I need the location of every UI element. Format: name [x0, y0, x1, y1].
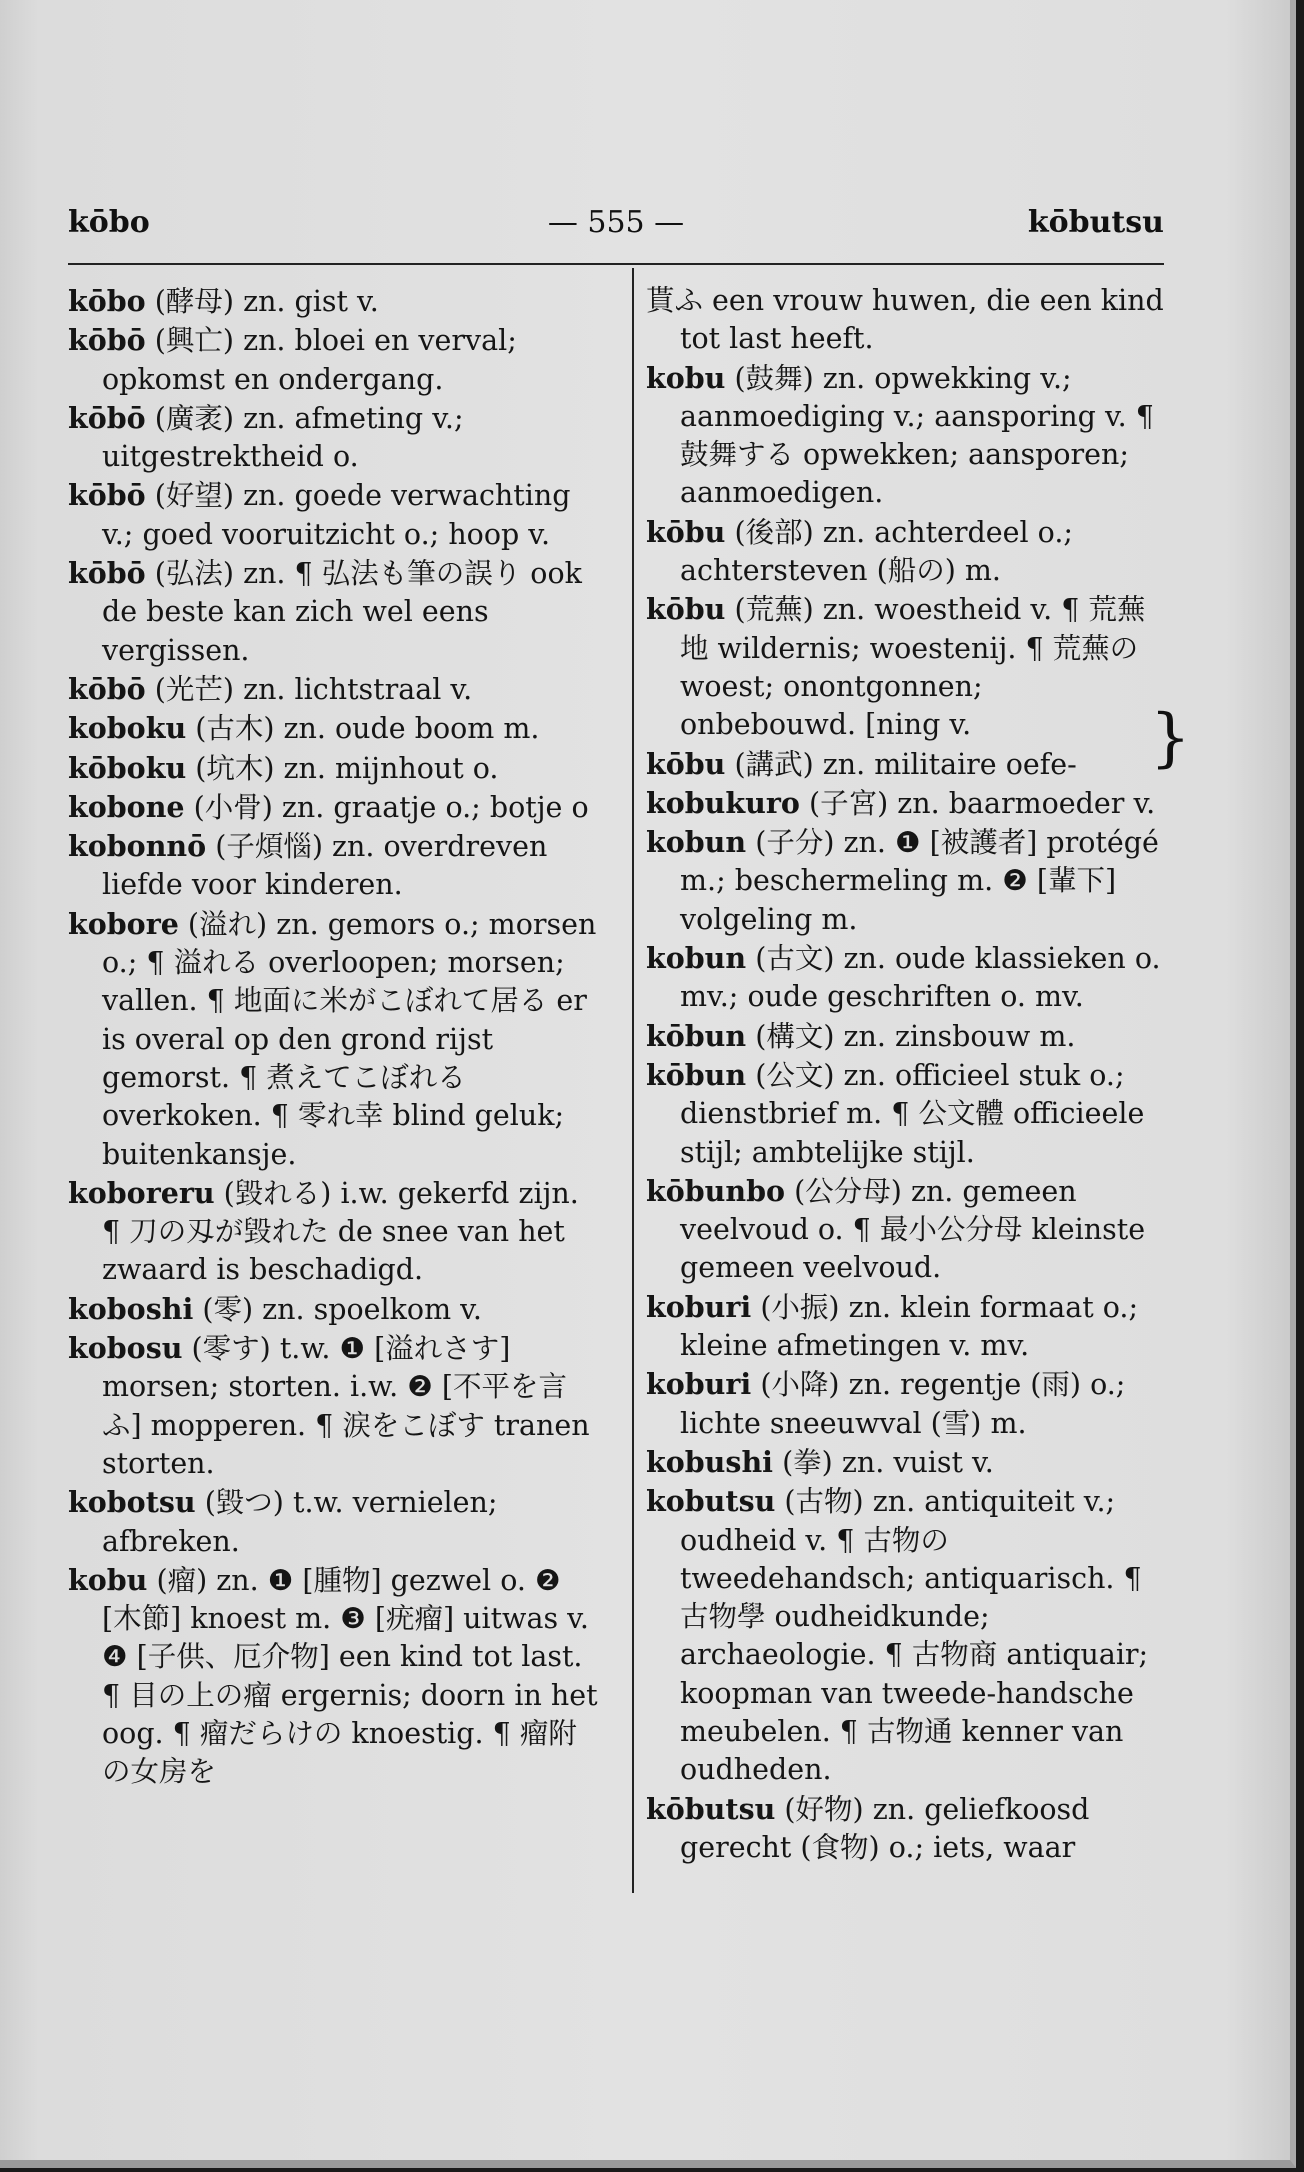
page-number: — 555 — [547, 205, 685, 240]
entry-definition: (小降) zn. regentje (雨) o.; lichte sneeuwval (雪) m. [680, 1368, 1126, 1440]
dictionary-entry [646, 359, 1164, 513]
entry-headword: kobun [646, 825, 747, 860]
dictionary-entry [646, 1365, 1164, 1443]
entry-definition: (毀つ) t.w. vernielen; afbreken. [102, 1486, 498, 1558]
entry-headword: kobu [68, 1562, 148, 1597]
dictionary-entry [646, 1790, 1164, 1868]
dictionary-entry [68, 749, 604, 788]
dictionary-entry [68, 1174, 604, 1290]
dictionary-entry [68, 321, 604, 399]
dictionary-entry [68, 399, 604, 477]
dictionary-entry [68, 1329, 604, 1483]
dictionary-entry [68, 709, 604, 748]
entry-definition: (廣袤) zn. afmeting v.; uitgestrektheid o. [102, 401, 464, 474]
entry-headword: kōbō [68, 556, 146, 591]
entry-definition: (講武) zn. militaire oefe- [734, 747, 1077, 781]
page-header [68, 205, 1164, 245]
entry-headword: kōbu [646, 746, 726, 781]
entry-definition: (瘤) zn. ❶ [腫物] gezwel o. ❷ [木節] knoest m. ❸ [疣瘤] uitwas v. ❹ [子供、厄介物] een kind tot last. ¶ 目の上の瘤 ergernis; doorn in het oog. ¶ 瘤だらけの knoestig. ¶ 瘤附の女房を [102, 1563, 598, 1789]
entry-definition: (興亡) zn. bloei en verval; opkomst en ondergang. [102, 324, 517, 396]
dictionary-entry [68, 1561, 604, 1792]
dictionary-entry [68, 476, 604, 554]
entry-headword: koboreru [68, 1175, 215, 1210]
dictionary-entry [646, 1056, 1164, 1172]
entry-headword: kōbutsu [646, 1791, 776, 1826]
entry-headword: kobonnō [68, 829, 207, 864]
entry-definition: (荒蕪) zn. woestheid v. ¶ 荒蕪地 wildernis; woestenij. ¶ 荒蕪の woest; onontgonnen; onbebouwd. [ning v. [680, 593, 1146, 742]
entry-definition: (零す) t.w. ❶ [溢れさす] morsen; storten. i.w. ❷ [不平を言ふ] mopperen. ¶ 涙をこぼす tranen storten. [102, 1332, 590, 1480]
entry-definition: (酵母) zn. gist v. [154, 285, 379, 318]
dictionary-entry [68, 1290, 604, 1329]
dictionary-entry [68, 554, 604, 670]
entry-headword: kōbu [646, 514, 726, 549]
dictionary-entry [646, 1443, 1164, 1482]
entry-definition: (拳) zn. vuist v. [782, 1445, 994, 1479]
entry-headword: kobushi [646, 1444, 773, 1479]
entry-headword: kōbunbo [646, 1173, 786, 1208]
entry-headword: kōbu [646, 592, 726, 627]
entry-headword: kōbō [68, 400, 146, 435]
entry-headword: kobukuro [646, 785, 800, 820]
dictionary-entry [646, 823, 1164, 939]
entry-definition: (古木) zn. oude boom m. [195, 712, 540, 746]
entry-headword: kōbō [68, 478, 146, 513]
dictionary-entry [68, 282, 604, 321]
entry-definition: (古物) zn. antiquiteit v.; oudheid v. ¶ 古物の tweedehandsch; antiquarisch. ¶ 古物學 oudheidkunde; archaeologie. ¶ 古物商 antiquair; koopman van tweede-handsche meubelen. ¶ 古物通 kenner van oudheden. [680, 1485, 1149, 1787]
entry-definition: (鼓舞) zn. opwekking v.; aanmoediging v.; aansporing v. ¶ 鼓舞する opwekken; aansporen; aanmoedigen. [680, 361, 1154, 510]
dictionary-entry [68, 1483, 604, 1561]
dictionary-entry [646, 1482, 1164, 1789]
entry-headword: kobone [68, 789, 185, 824]
entry-definition: (溢れ) zn. gemors o.; morsen o.; ¶ 溢れる overloopen; morsen; vallen. ¶ 地面に米がこぼれて居る er is overal op den grond rijst gemorst. ¶ 煮えてこぼれる overkoken. ¶ 零れ幸 blind geluk; buitenkansje. [102, 907, 597, 1171]
entry-headword: kōbun [646, 1057, 747, 1092]
left-column [68, 282, 604, 1792]
entry-definition: (子分) zn. ❶ [被護者] protégé m.; beschermeling m. ❷ [輩下] volgeling m. [680, 826, 1159, 936]
entry-headword: kobu [646, 360, 726, 395]
bracket-mark: } [1150, 701, 1191, 775]
dictionary-entry [646, 745, 1164, 784]
right-column [646, 282, 1164, 1867]
entry-headword: kobotsu [68, 1485, 196, 1520]
left-guide-word: kōbo [68, 205, 150, 240]
entry-headword: koboku [68, 711, 187, 746]
entry-headword: kōbo [68, 284, 146, 318]
entry-definition: (毀れる) i.w. gekerfd zijn. ¶ 刀の刄が毀れた de snee van het zwaard is beschadigd. [102, 1176, 579, 1287]
entry-definition: (構文) zn. zinsbouw m. [755, 1019, 1076, 1053]
right-guide-word: kōbutsu [1027, 205, 1164, 240]
header-rule [68, 263, 1164, 265]
entry-headword: kōbō [68, 323, 146, 358]
entry-definition: (子宮) zn. baarmoeder v. [808, 786, 1156, 820]
entry-definition: (好物) zn. geliefkoosd gerecht (食物) o.; iets, waar [680, 1792, 1090, 1864]
entry-definition: (零) zn. spoelkom v. [202, 1292, 482, 1326]
dictionary-entry [646, 282, 1164, 359]
entry-definition: (公文) zn. officieel stuk o.; dienstbrief m. ¶ 公文體 officieele stijl; ambtelijke stijl. [680, 1058, 1145, 1169]
dictionary-entry [68, 788, 604, 827]
dictionary-entry [646, 939, 1164, 1017]
entry-definition: (古文) zn. oude klassieken o. mv.; oude geschriften o. mv. [680, 942, 1161, 1014]
entry-headword: kōboku [68, 750, 187, 785]
entry-headword: kobutsu [646, 1484, 776, 1519]
dictionary-entry [646, 513, 1164, 591]
dictionary-entry [646, 784, 1164, 823]
entry-headword: kōbun [646, 1018, 747, 1053]
dictionary-entry [646, 1288, 1164, 1366]
entry-definition: 貰ふ een vrouw huwen, die een kind tot last heeft. [646, 284, 1164, 356]
entry-definition: (後部) zn. achterdeel o.; achtersteven (船の) m. [680, 515, 1073, 588]
entry-definition: (小骨) zn. graatje o.; botje o [193, 790, 589, 824]
entry-definition: (弘法) zn. ¶ 弘法も筆の誤り ook de beste kan zich wel eens vergissen. [102, 557, 582, 667]
entry-definition: (公分母) zn. gemeen veelvoud o. ¶ 最小公分母 kleinste gemeen veelvoud. [680, 1174, 1146, 1285]
entry-definition: (好望) zn. goede verwachting v.; goed vooruitzicht o.; hoop v. [102, 479, 571, 551]
dictionary-entry [646, 1172, 1164, 1288]
dictionary-entry [68, 670, 604, 709]
dictionary-entry [646, 1017, 1164, 1056]
dictionary-entry [68, 905, 604, 1174]
entry-definition: (子煩惱) zn. overdreven liefde voor kinderen. [102, 830, 548, 902]
dictionary-entry [68, 827, 604, 905]
entry-headword: koboshi [68, 1291, 194, 1326]
entry-headword: kobore [68, 906, 179, 941]
dictionary-entry [646, 590, 1164, 744]
entry-definition: (小振) zn. klein formaat o.; kleine afmetingen v. mv. [680, 1290, 1139, 1363]
entry-headword: koburi [646, 1289, 752, 1324]
column-divider [632, 268, 634, 1893]
entry-headword: kobun [646, 941, 747, 976]
entry-headword: kōbō [68, 671, 146, 706]
entry-definition: (坑木) zn. mijnhout o. [195, 751, 499, 785]
entry-headword: koburi [646, 1367, 752, 1402]
entry-definition: (光芒) zn. lichtstraal v. [154, 672, 473, 706]
entry-headword: kobosu [68, 1331, 183, 1366]
